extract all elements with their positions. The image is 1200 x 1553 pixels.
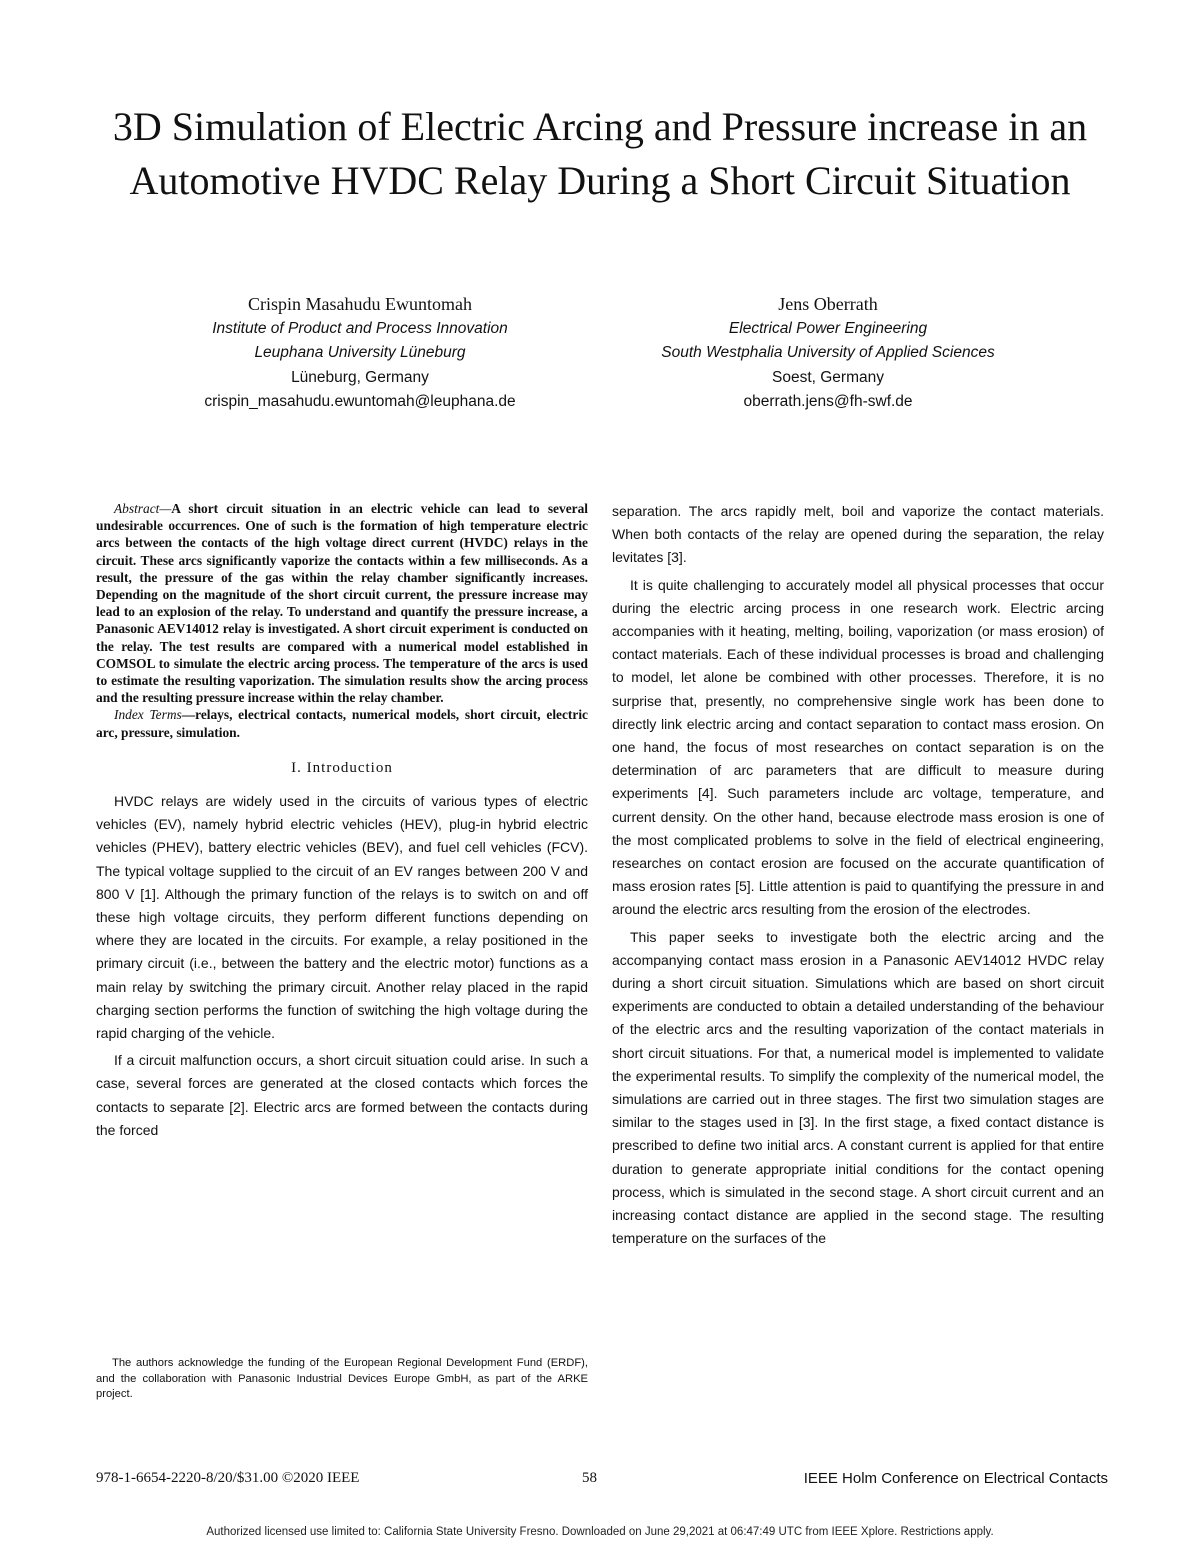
body-paragraph: This paper seeks to investigate both the electric arcing and the accompanying contact mass erosion in a Panasonic AEV14012 HVDC relay during a short circuit situation. Simulations which are based on short circuit experiments are conducted to obtain a detailed understanding of the behaviour of the electric arcs and the resulting vaporization of the contact materials in short circuit situations. For that, a numerical model is implemented to validate the experimental results. To simplify the complexity of the numerical model, the simulations are carried out in three stages. The first two simulation stages are similar to the stages used in [3]. In the first stage, a fixed contact distance is prescribed to define two initial arcs. A constant current is applied for that entire duration to generate appropriate initial conditions for the contact opening process, which is simulated in the second stage. A short circuit current and an increasing contact distance are applied in the second stage. The resulting temperature on the surfaces of the	[612, 928, 1104, 1247]
author-organization: South Westphalia University of Applied Sciences	[661, 344, 995, 361]
author-department: Electrical Power Engineering	[728, 319, 928, 337]
body-paragraph: HVDC relays are widely used in the circuits of various types of electric vehicles (EV), namely hybrid electric vehicles (HEV), plug-in hybrid electric vehicles (PHEV), battery electric vehicles (BEV), and fuel cell vehicles (FCV). The typical voltage supplied to the circuit of an EV ranges between 200 V and 800 V [1]. Although the primary function of the relays is to switch on and off these high voltage circuits, they perform different functions depending on where they are located in the circuits. For example, a relay positioned in the primary circuit (i.e., between the battery and the electric motor) functions as a main relay by switching the primary circuit. Another relay placed in the rapid charging section performs the function of switching the high voltage during the rapid charging of the vehicle.	[96, 793, 588, 1042]
abstract-label: Abstract—	[114, 501, 172, 516]
author-block-1	[90, 292, 630, 415]
abstract-text: A short circuit situation in an electric vehicle can lead to several undesirable occurrences. One of such is the formation of high temperature electric arcs between the contacts of the high voltage direct current (HVDC) relays in the circuit. These arcs significantly vaporize the contacts within a few milliseconds. As a result, the pressure of the gas within the relay chamber significantly increases. Depending on the magnitude of the short circuit current, the pressure increase may lead to an explosion of the relay. To understand and quantify the pressure increase, a Panasonic AEV14012 relay is investigated. A short circuit experiment is conducted on the relay. The test results are compared with a numerical model established in COMSOL to simulate the electric arcing process. The temperature of the arcs is used to estimate the resulting vaporization. The simulation results show the arcing process and the resulting pressure increase within the relay chamber.	[96, 501, 588, 706]
footer-isbn: 978-1-6654-2220-8/20/$31.00 ©2020 IEEE	[96, 1470, 360, 1486]
section-heading-introduction: I. Introduction	[291, 759, 393, 776]
page-footer	[96, 1470, 1108, 1494]
author-email[interactable]: oberrath.jens@fh-swf.de	[743, 393, 913, 410]
author-organization: Leuphana University Lüneburg	[254, 344, 466, 361]
body-paragraph: If a circuit malfunction occurs, a short circuit situation could arise. In such a case, several forces are generated at the closed contacts which forces the contacts to separate [2]. Electric arcs are formed between the contacts during the forced	[96, 1052, 588, 1138]
author-location: Soest, Germany	[772, 368, 884, 386]
author-block-2	[558, 292, 1098, 415]
body-paragraph: It is quite challenging to accurately model all physical processes that occur during the electric arcing process in one research work. Electric arcing accompanies with it heating, melting, boiling, vaporization (or mass erosion) of contact materials. Each of these individual processes is broad and challenging to model, let alone be combined with other processes. Therefore, it is no surprise that, presently, no comprehensive single work has been done to directly link electric arcing and contact separation to contact mass erosion. On one hand, the focus of most researches on contact separation is on the determination of arc parameters that are difficult to measure during experiments [4]. Such parameters include arc voltage, temperature, and current density. On the other hand, because electrode mass erosion is one of the most complicated problems to solve in the field of electrical engineering, researches on contact erosion are focused on the accurate quantification of mass erosion rates [5]. Little attention is paid to quantifying the pressure in and around the electric arcs resulting from the erosion of the electrodes.	[612, 576, 1104, 918]
author-location: Lüneburg, Germany	[291, 368, 429, 386]
page-number: 58	[582, 1470, 597, 1486]
footnote: The authors acknowledge the funding of the European Regional Development Fund (ERDF), and the collaboration with Panasonic Industrial Devices Europe GmbH, as part of the ARKE project.	[96, 1357, 588, 1400]
author-department: Institute of Product and Process Innovation	[212, 319, 508, 337]
abstract	[96, 500, 588, 706]
index-terms	[96, 706, 588, 740]
index-terms-label: Index Terms	[114, 707, 182, 723]
left-column	[96, 500, 588, 1142]
author-email[interactable]: crispin_masahudu.ewuntomah@leuphana.de	[204, 393, 516, 410]
author-name: Crispin Masahudu Ewuntomah	[248, 294, 472, 314]
paper-title: 3D Simulation of Electric Arcing and Pressure increase in an Automotive HVDC Relay During a Short Circuit Situation	[112, 104, 1088, 203]
body-paragraph: separation. The arcs rapidly melt, boil and vaporize the contact materials. When both contacts of the relay are opened during the separation, the relay levitates [3].	[612, 503, 1104, 566]
license-notice: Authorized licensed use limited to: California State University Fresno. Downloaded on June 29,2021 at 06:47:49 UTC from IEEE Xplore. Restrictions apply.	[206, 1526, 994, 1538]
index-terms-text: —relays, electrical contacts, numerical models, short circuit, electric arc, pressure, simulation.	[96, 707, 588, 740]
footer-conference: IEEE Holm Conference on Electrical Contacts	[803, 1470, 1108, 1487]
author-name: Jens Oberrath	[778, 294, 878, 314]
right-column	[612, 500, 1104, 1251]
